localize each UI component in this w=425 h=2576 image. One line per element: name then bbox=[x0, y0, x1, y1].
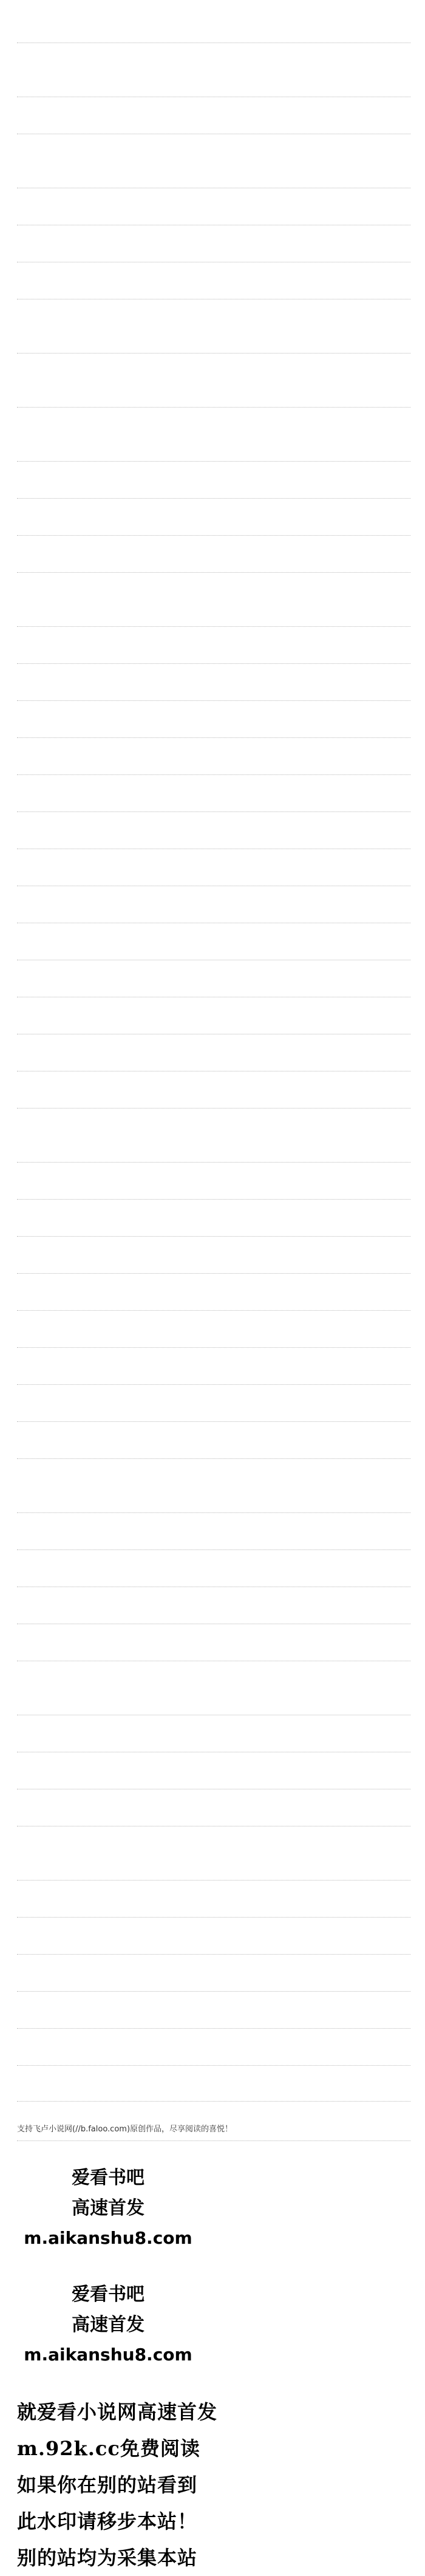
paragraph bbox=[17, 245, 410, 262]
watermark-line: 爱看书吧 bbox=[72, 2167, 144, 2188]
watermark-aikanshu-repeat bbox=[17, 2280, 199, 2369]
chapter-content bbox=[17, 9, 410, 2029]
watermark-line: 高速首发 bbox=[72, 2198, 144, 2219]
watermark-line: m.92k.cc免费阅读 bbox=[17, 2437, 200, 2460]
site-statement: 支持飞卢小说网(//b.faloo.com)原创作品，尽享阅读的喜悦！ bbox=[17, 2122, 410, 2141]
paragraph bbox=[17, 1846, 410, 1881]
watermark-url: m.aikanshu8.com bbox=[24, 2228, 192, 2248]
paragraph bbox=[17, 1091, 410, 1109]
paragraph bbox=[17, 154, 410, 188]
paragraph bbox=[17, 1017, 410, 1034]
paragraph bbox=[17, 869, 410, 886]
paragraph bbox=[17, 1900, 410, 1918]
paragraph bbox=[17, 518, 410, 536]
watermark-line: 如果你在别的站看到 bbox=[17, 2473, 198, 2496]
paragraph bbox=[17, 906, 410, 923]
paragraph bbox=[17, 1404, 410, 1422]
paragraph bbox=[17, 427, 410, 462]
paragraph bbox=[17, 9, 410, 43]
paragraph bbox=[17, 980, 410, 997]
paragraph bbox=[17, 1607, 410, 1624]
paragraph bbox=[17, 794, 410, 812]
paragraph bbox=[17, 1441, 410, 1459]
paragraph bbox=[17, 1644, 410, 1661]
paragraph bbox=[17, 1974, 410, 1992]
paragraph bbox=[17, 1256, 410, 1274]
reader-prompt bbox=[17, 2084, 410, 2102]
paragraph bbox=[17, 555, 410, 573]
paragraph bbox=[17, 683, 410, 701]
paragraph bbox=[17, 2011, 410, 2029]
paragraph bbox=[17, 319, 410, 354]
paragraph bbox=[17, 757, 410, 775]
paragraph bbox=[17, 282, 410, 299]
watermark-92k bbox=[17, 2394, 217, 2576]
paragraph bbox=[17, 208, 410, 225]
paragraph bbox=[17, 592, 410, 627]
paragraph bbox=[17, 1735, 410, 1752]
paragraph bbox=[17, 373, 410, 408]
paragraph bbox=[17, 1128, 410, 1163]
watermark-line: 此水印请移步本站！ bbox=[17, 2510, 198, 2533]
paragraph bbox=[17, 1330, 410, 1348]
watermark-line: 爱看书吧 bbox=[72, 2284, 144, 2305]
watermark-line: 高速首发 bbox=[72, 2314, 144, 2335]
paragraph bbox=[17, 1367, 410, 1385]
paragraph bbox=[17, 63, 410, 97]
paragraph bbox=[17, 1809, 410, 1826]
watermark-line: 就爱看小说网高速首发 bbox=[17, 2400, 218, 2424]
paragraph bbox=[17, 1293, 410, 1311]
paragraph bbox=[17, 1937, 410, 1955]
paragraph bbox=[17, 1478, 410, 1513]
paragraph bbox=[17, 832, 410, 849]
watermark-url: m.aikanshu8.com bbox=[24, 2345, 192, 2365]
author-notice bbox=[17, 2048, 410, 2066]
paragraph bbox=[17, 1772, 410, 1789]
paragraph bbox=[17, 720, 410, 738]
paragraph bbox=[17, 1219, 410, 1237]
paragraph bbox=[17, 117, 410, 134]
watermark-line: 别的站均为采集本站 bbox=[17, 2546, 198, 2569]
paragraph bbox=[17, 1532, 410, 1550]
paragraph bbox=[17, 1570, 410, 1587]
paragraph bbox=[17, 1054, 410, 1071]
paragraph bbox=[17, 1681, 410, 1715]
paragraph bbox=[17, 481, 410, 499]
watermark-aikanshu bbox=[17, 2163, 199, 2253]
paragraph bbox=[17, 646, 410, 664]
paragraph bbox=[17, 1182, 410, 1200]
paragraph bbox=[17, 943, 410, 960]
